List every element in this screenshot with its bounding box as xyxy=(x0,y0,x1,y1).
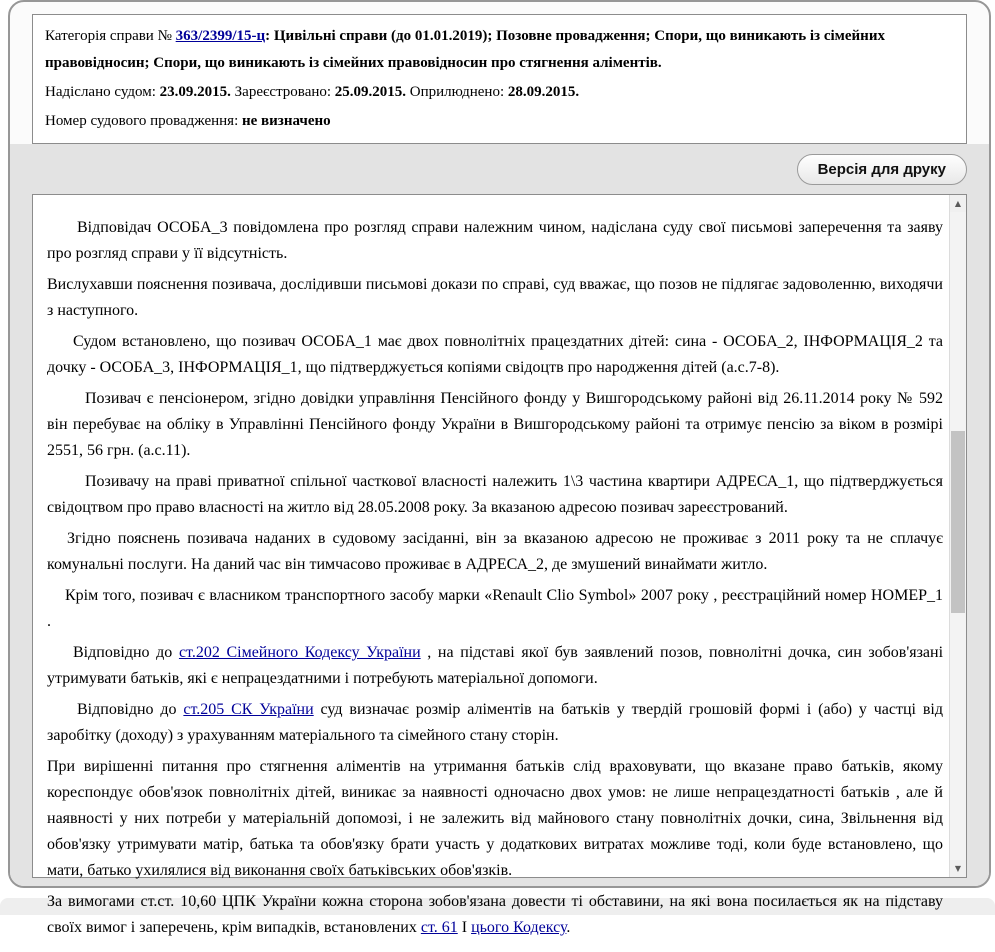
case-category-line xyxy=(45,23,954,77)
paragraph xyxy=(47,526,943,578)
vertical-scrollbar[interactable] xyxy=(949,195,966,877)
case-info-section xyxy=(10,2,989,144)
paragraph-text: Позивач є пенсіонером, згідно довідки управління Пенсійного фонду у Вишгородському районі від 26.11.2014 року № 592 він перебуває на обліку в Управлінні Пенсійного фонду України в Вишгородському районі та отримує пенсію за віком в розмірі 2551, 56 грн. (а.с.11). xyxy=(47,390,943,459)
paragraph xyxy=(47,386,943,464)
paragraph-text: Вислухавши пояснення позивача, дослідивши письмові докази по справі, суд вважає, що позов не підлягає задоволенню, виходячи з наступного. xyxy=(47,276,943,319)
published-label: Оприлюднено: xyxy=(409,84,505,100)
statute-link[interactable]: ст.202 Сімейного Кодексу України xyxy=(178,644,421,661)
paragraph xyxy=(47,329,943,381)
dates-line xyxy=(45,79,954,106)
decision-card xyxy=(8,0,991,936)
paragraph xyxy=(47,889,943,941)
paragraph-text: Відповідач ОСОБА_3 повідомлена про розгляд справи належним чином, надіслана суду свої письмові заперечення та заяву про розгляд справи у її відсутність. xyxy=(47,219,943,262)
paragraph xyxy=(47,697,943,749)
published-date: 28.09.2015. xyxy=(507,84,580,100)
paragraph xyxy=(47,640,943,692)
category-label: Категорія справи № xyxy=(45,28,172,44)
toolbar xyxy=(32,144,967,194)
paragraph-text: І xyxy=(457,919,472,936)
registered-label: Зареєстровано: xyxy=(234,84,332,100)
paragraph xyxy=(47,469,943,521)
scroll-down-button[interactable] xyxy=(950,860,966,877)
registered-date: 25.09.2015. xyxy=(334,84,407,100)
statute-link[interactable]: цього Кодексу xyxy=(471,919,567,936)
paragraph-text: Відповідно до xyxy=(77,701,184,718)
category-value: Цивільні справи (до 01.01.2019); Позовне провадження; Спори, що виникають із сімейних правовідносин; Спори, що виникають із сімейних правовідносин про стягнення аліментів. xyxy=(45,28,885,71)
paragraph xyxy=(47,215,943,267)
scroll-up-button[interactable] xyxy=(950,195,966,212)
paragraph-text: , на підставі якої був заявлений позов, повнолітні дочка, син зобов'язані утримувати батьків, які є непрацездатними і потребують матеріальної допомоги. xyxy=(47,644,944,687)
document-text xyxy=(33,195,966,952)
paragraph-text: . xyxy=(566,919,571,936)
statute-link[interactable]: ст.205 СК України xyxy=(183,701,314,718)
paragraph-text: Крім того, позивач є власником транспортного засобу марки «Renault Clio Symbol» 2007 року , реєстраційний номер НОМЕР_1 . xyxy=(47,587,943,630)
paragraph-text: За вимогами ст.ст. 10,60 ЦПК України кожна сторона зобов'язана довести ті обставини, на які вона посилається як на підставу своїх вимог і заперечень, крім випадків, встановлених xyxy=(47,893,943,936)
proceeding-line xyxy=(45,108,954,135)
paragraph xyxy=(47,583,943,635)
paragraph-text: Позивачу на праві приватної спільної часткової власності належить 1\3 частина квартири АДРЕСА_1, що підтверджується свідоцтвом про право власності на житло від 28.05.2008 року. За вказаною адресою позивач зареєстрований. xyxy=(47,473,943,516)
arrow-up-icon: ▲ xyxy=(954,198,962,208)
scrollbar-thumb[interactable] xyxy=(951,431,965,613)
sent-date: 23.09.2015. xyxy=(159,84,231,100)
decision-text-panel xyxy=(32,194,967,936)
case-info-box xyxy=(32,14,967,144)
proceeding-value: не визначено xyxy=(242,113,331,129)
paragraph-text: При вирішенні питання про стягнення аліментів на утримання батьків слід враховувати, що вказане право батьків, якому кореспондує обов'язок повнолітніх дітей, виникає за наявності одночасно двох умов: не лише непрацездатності батьків , але й наявності у них потреби у матеріальній допомозі, і не залежить від майнового стану повнолітніх дочки, сина, Звільнення від обов'язку утримувати матір, батька та обов'язку брати участь у додаткових витратах можливе тоді, коли буде встановлено, що мати, батько ухилялися від виконання своїх батьківських обов'язків. xyxy=(47,758,943,879)
category-colon: : xyxy=(265,28,271,44)
paragraph-text: Судом встановлено, що позивач ОСОБА_1 має двох повнолітніх працездатних дітей: сина - ОСОБА_2, ІНФОРМАЦІЯ_2 та дочку - ОСОБА_3, ІНФОРМАЦІЯ_1, що підтверджується копіями свідоцтв про народження дітей (а.с.7-8). xyxy=(47,333,943,376)
arrow-down-icon: ▼ xyxy=(954,863,962,873)
document-section xyxy=(10,144,989,936)
print-version-button[interactable]: Версія для друку xyxy=(797,154,967,185)
paragraph-text: Відповідно до xyxy=(73,644,179,661)
paragraph xyxy=(47,754,943,884)
case-number-link[interactable]: 363/2399/15-ц xyxy=(175,28,266,44)
paragraph-text: суд визначає розмір аліментів на батьків у твердій грошовій формі і (або) у частці від заробітку (доходу) з урахуванням матеріального та сімейного стану сторін. xyxy=(47,701,943,744)
paragraph-text: Згідно пояснень позивача наданих в судовому засіданні, він за вказаною адресою не проживає з 2011 року та не сплачує комунальні послуги. На даний час він тимчасово проживає в АДРЕСА_2, де змушений винаймати житло. xyxy=(47,530,943,573)
statute-link[interactable]: ст. 61 xyxy=(420,919,458,936)
sent-label: Надіслано судом: xyxy=(45,84,156,100)
proceeding-label: Номер судового провадження: xyxy=(45,113,239,129)
paragraph xyxy=(47,272,943,324)
